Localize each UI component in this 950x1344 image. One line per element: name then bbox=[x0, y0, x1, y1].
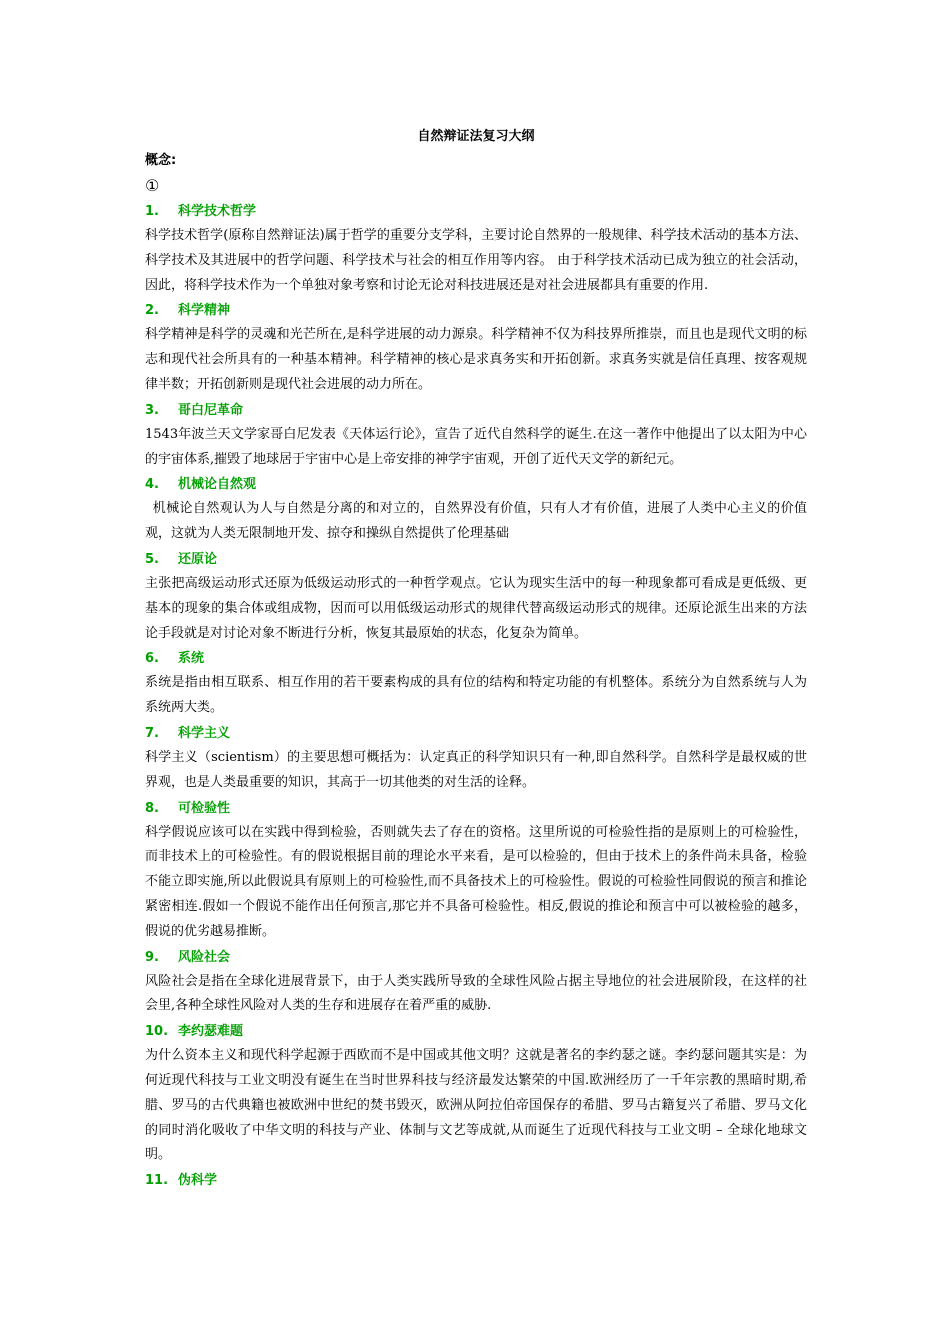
section-title: 科学主义 bbox=[178, 725, 231, 741]
section-title: 风险社会 bbox=[178, 949, 231, 965]
section-body: 科学精神是科学的灵魂和光芒所在,是科学进展的动力源泉。科学精神不仅为科技界所推崇，而且也是现代文明的标志和现代社会所具有的一种基本精神。科学精神的核心是求真务实和开拓创新。求真务实就是信任真理、按客观规律半数；开拓创新则是现代社会进展的动力所在。 bbox=[145, 327, 807, 392]
section-title: 伪科学 bbox=[178, 1173, 218, 1189]
section-title: 机械论自然观 bbox=[178, 477, 257, 493]
section-7 bbox=[145, 721, 807, 796]
section-number: 11. bbox=[145, 1173, 169, 1189]
document-title: 自然辩证法复习大纲 bbox=[417, 129, 535, 144]
section-5 bbox=[145, 547, 807, 646]
section-heading bbox=[145, 1019, 807, 1044]
section-number: 2. bbox=[145, 303, 159, 319]
section-6 bbox=[145, 646, 807, 721]
section-body: 1543年波兰天文学家哥白尼发表《天体运行论》，宣告了近代自然科学的诞生.在这一著作中他提出了以太阳为中心的宇宙体系,摧毁了地球居于宇宙中心是上帝安排的神学宇宙观，开创了近代天文学的新纪元。 bbox=[145, 426, 807, 467]
section-heading bbox=[145, 721, 807, 746]
section-number: 3. bbox=[145, 402, 159, 418]
section-title: 哥白尼革命 bbox=[178, 402, 244, 418]
section-11 bbox=[145, 1168, 807, 1193]
section-title: 系统 bbox=[178, 651, 205, 667]
section-body: 机械论自然观认为人与自然是分离的和对立的，自然界没有价值，只有人才有价值，进展了人类中心主义的价值观，这就为人类无限制地开发、掠夺和操纵自然提供了伦理基础 bbox=[145, 501, 807, 542]
section-body: 主张把高级运动形式还原为低级运动形式的一种哲学观点。它认为现实生活中的每一种现象都可看成是更低级、更基本的现象的集合体或组成物，因而可以用低级运动形式的规律代替高级运动形式的规律。还原论派生出来的方法论手段就是对讨论对象不断进行分析，恢复其最原始的状态，化复杂为简单。 bbox=[145, 575, 807, 641]
section-4 bbox=[145, 472, 807, 547]
section-heading bbox=[145, 1168, 807, 1193]
section-heading bbox=[145, 199, 807, 224]
section-8 bbox=[145, 796, 807, 945]
section-number: 7. bbox=[145, 725, 159, 741]
section-2 bbox=[145, 298, 807, 397]
section-title: 科学技术哲学 bbox=[178, 204, 257, 219]
section-heading bbox=[145, 298, 807, 323]
section-number: 1. bbox=[145, 204, 159, 219]
section-heading bbox=[145, 646, 807, 671]
section-number: 9. bbox=[145, 949, 159, 965]
section-heading bbox=[145, 398, 807, 423]
section-number: 5. bbox=[145, 551, 159, 567]
section-9 bbox=[145, 945, 807, 1020]
document-page bbox=[145, 125, 807, 1193]
section-10 bbox=[145, 1019, 807, 1168]
section-heading bbox=[145, 945, 807, 970]
section-number: 8. bbox=[145, 800, 159, 816]
section-body: 风险社会是指在全球化进展背景下，由于人类实践所导致的全球性风险占据主导地位的社会进展阶段，在这样的社会里,各种全球性风险对人类的生存和进展存在着严重的威胁. bbox=[145, 973, 807, 1014]
section-title: 科学精神 bbox=[178, 303, 231, 319]
section-3 bbox=[145, 398, 807, 473]
section-heading bbox=[145, 796, 807, 821]
section-body: 系统是指由相互联系、相互作用的若干要素构成的具有位的结构和特定功能的有机整体。系统分为自然系统与人为系统两大类。 bbox=[145, 675, 807, 716]
section-number: 4. bbox=[145, 477, 159, 493]
section-number: 10. bbox=[145, 1024, 169, 1040]
section-title: 可检验性 bbox=[178, 800, 231, 816]
section-1 bbox=[145, 199, 807, 298]
section-body: 科学假说应该可以在实践中得到检验，否则就失去了存在的资格。这里所说的可检验性指的是原则上的可检验性，而非技术上的可检验性。有的假说根据目前的理论水平来看，是可以检验的，但由于技术上的条件尚未具备，检验不能立即实施,所以此假说具有原则上的可检验性,而不具备技术上的可检验性。假说的可检验性同假说的预言和推论紧密相连.假如一个假说不能作出任何预言,那它并不具备可检验性。相反,假说的推论和预言中可以被检验的越多，假说的优劣越易推断。 bbox=[145, 824, 807, 939]
section-body: 科学主义（scientism）的主要思想可概括为：认定真正的科学知识只有一种,即自然科学。自然科学是最权威的世界观，也是人类最重要的知识，其高于一切其他类的对生活的诠释。 bbox=[145, 749, 807, 790]
section-body: 为什么资本主义和现代科学起源于西欧而不是中国或其他文明？这就是著名的李约瑟之谜。李约瑟问题其实是：为何近现代科技与工业文明没有诞生在当时世界科技与经济最发达繁荣的中国.欧洲经历了一千年宗教的黑暗时期,希腊、罗马的古代典籍也被欧洲中世纪的焚书毁灭，欧洲从阿拉伯帝国保存的希腊、罗马古籍复兴了希腊、罗马文化的同时消化吸收了中华文明的科技与产业、体制与文艺等成就,从而诞生了近现代科技与工业文明 – 全球化地球文明。 bbox=[145, 1048, 807, 1163]
section-title: 李约瑟难题 bbox=[178, 1024, 244, 1040]
circle-number-mark: ① bbox=[145, 176, 160, 195]
section-heading bbox=[145, 472, 807, 497]
section-number: 6. bbox=[145, 651, 159, 667]
section-title: 还原论 bbox=[178, 551, 218, 567]
section-heading bbox=[145, 547, 807, 572]
concept-label: 概念: bbox=[145, 153, 177, 168]
section-body: 科学技术哲学(原称自然辩证法)属于哲学的重要分支学科，主要讨论自然界的一般规律、科学技术活动的基本方法、科学技术及其进展中的哲学问题、科学技术与社会的相互作用等内容。 由于科学技术活动已成为独立的社会活动，因此，将科学技术作为一个单独对象考察和讨论无论对科技进展还是对社会进展都具有重要的作用. bbox=[145, 228, 807, 293]
